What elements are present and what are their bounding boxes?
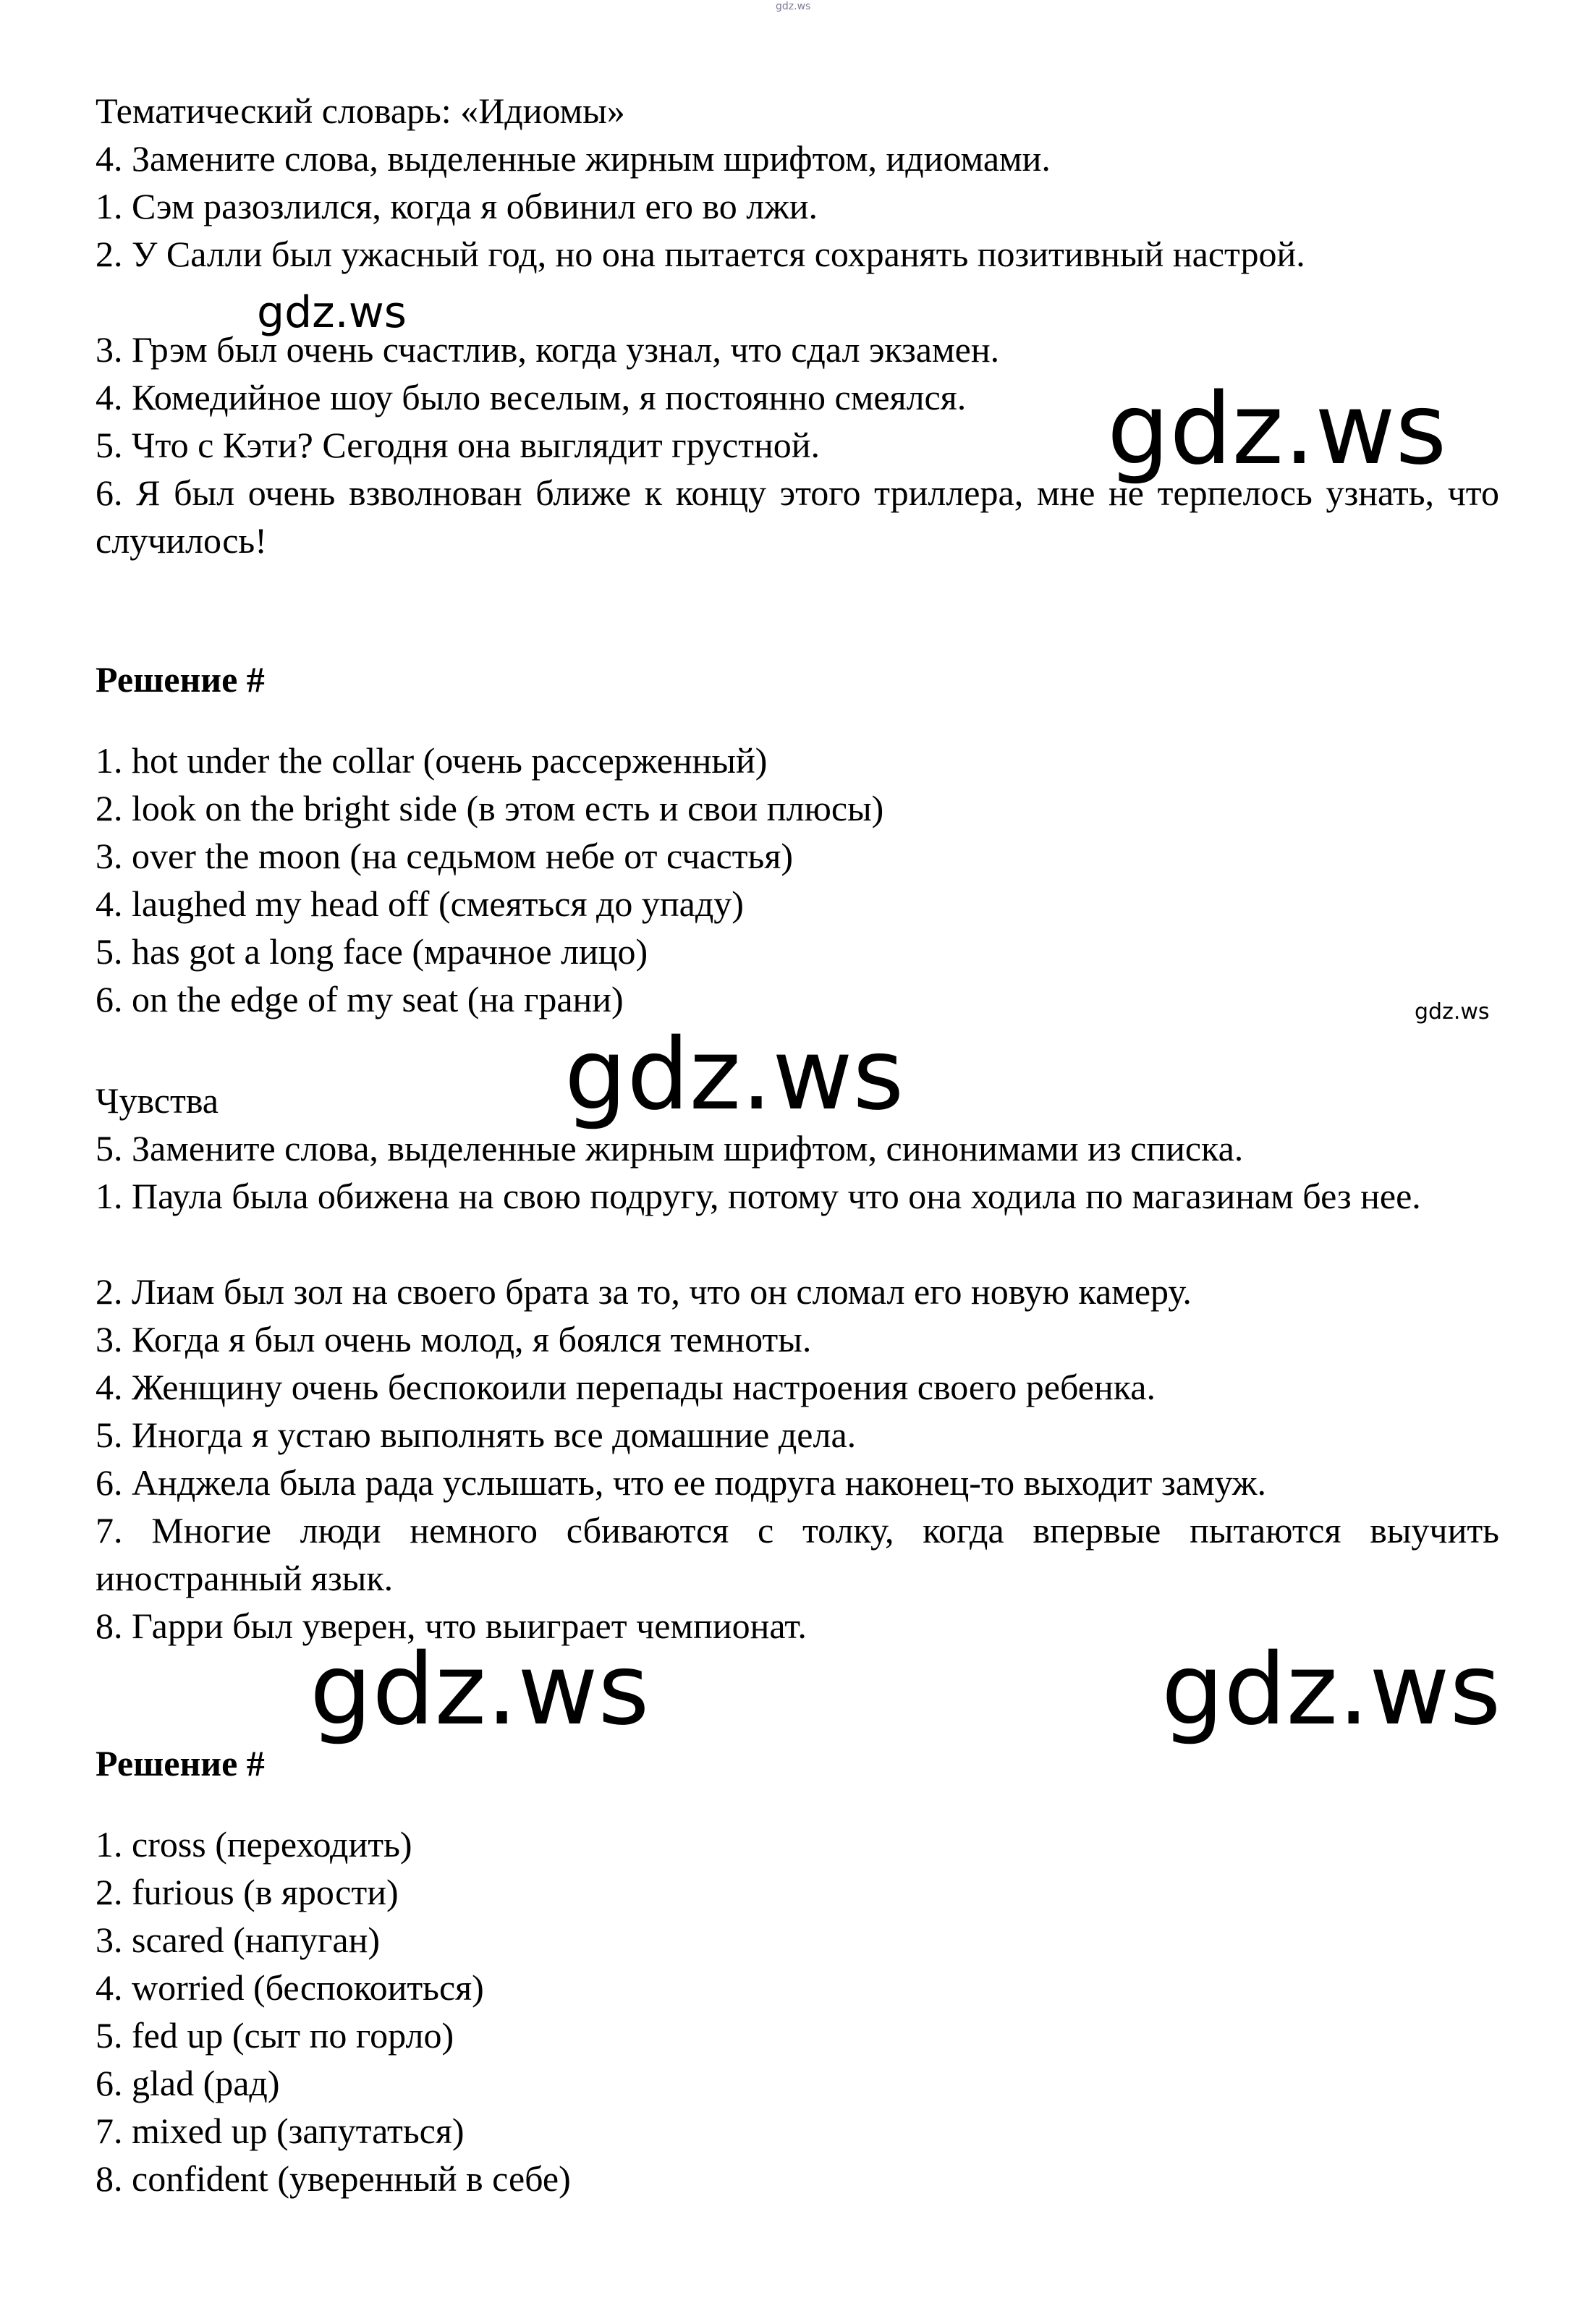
watermark-6: gdz.ws (1161, 1633, 1501, 1747)
section1-item-3: 3. Грэм был очень счастлив, когда узнал, что сдал экзамен. (96, 329, 1000, 370)
solution1-answer-5: 5. has got a long face (мрачное лицо) (96, 931, 648, 972)
section2-item-1: 1. Паула была обижена на свою подругу, потому что она ходила по магазинам без нее. (96, 1176, 1421, 1216)
section2-title: Чувства (96, 1080, 219, 1121)
section1-item-2: 2. У Салли был ужасный год, но она пытается сохранять позитивный настрой. (96, 234, 1305, 274)
solution2-answer-5: 5. fed up (сыт по горло) (96, 2015, 454, 2056)
section2-item-5: 5. Иногда я устаю выполнять все домашние дела. (96, 1415, 857, 1455)
solution2-answer-3: 3. scared (напуган) (96, 1920, 380, 1960)
watermark-1: gdz.ws (257, 287, 407, 338)
section2-item-7: 7. Многие люди немного сбиваются с толку, когда впервые пытаются выучить иностранный язык. (96, 1510, 1499, 1598)
section2-item-2: 2. Лиам был зол на своего брата за то, что он сломал его новую камеру. (96, 1271, 1192, 1312)
watermark-4: gdz.ws (564, 1018, 904, 1132)
solution2-answer-1: 1. cross (переходить) (96, 1824, 412, 1865)
solution1-heading: Решение # (96, 659, 265, 700)
solution1-answer-3: 3. over the moon (на седьмом небе от счастья) (96, 836, 793, 876)
section1-title: Тематический словарь: «Идиомы» (96, 90, 625, 131)
solution2-answer-8: 8. confident (уверенный в себе) (96, 2158, 571, 2199)
solution1-answer-1: 1. hot under the collar (очень рассерженный) (96, 740, 768, 781)
section2-item-4: 4. Женщину очень беспокоили перепады настроения своего ребенка. (96, 1367, 1156, 1407)
watermark-3: gdz.ws (1415, 999, 1490, 1025)
section1-item-5: 5. Что с Кэти? Сегодня она выглядит грустной. (96, 425, 821, 465)
solution2-answer-6: 6. glad (рад) (96, 2063, 280, 2103)
section2-task: 5. Замените слова, выделенные жирным шрифтом, синонимами из списка. (96, 1128, 1244, 1169)
solution2-answer-7: 7. mixed up (запутаться) (96, 2111, 465, 2151)
section2-item-6: 6. Анджела была рада услышать, что ее подруга наконец-то выходит замуж. (96, 1462, 1266, 1503)
section1-item-4: 4. Комедийное шоу было веселым, я постоянно смеялся. (96, 377, 967, 417)
solution1-answer-4: 4. laughed my head off (смеяться до упаду) (96, 883, 744, 924)
solution2-answer-4: 4. worried (беспокоиться) (96, 1967, 484, 2008)
solution2-answer-2: 2. furious (в ярости) (96, 1872, 399, 1912)
section1-task: 4. Замените слова, выделенные жирным шрифтом, идиомами. (96, 138, 1051, 179)
section1-item-6: 6. Я был очень взволнован ближе к концу этого триллера, мне не терпелось узнать, что случилось! (96, 472, 1499, 561)
section2-item-3: 3. Когда я был очень молод, я боялся темноты. (96, 1319, 812, 1360)
solution1-answer-6: 6. on the edge of my seat (на грани) (96, 979, 624, 1019)
watermark-2: gdz.ws (1107, 373, 1447, 487)
watermark-5: gdz.ws (310, 1633, 650, 1747)
section1-item-1: 1. Сэм разозлился, когда я обвинил его во лжи. (96, 186, 818, 226)
section2-item-8: 8. Гарри был уверен, что выиграет чемпионат. (96, 1606, 807, 1646)
solution1-answer-2: 2. look on the bright side (в этом есть и свои плюсы) (96, 788, 884, 828)
header-watermark: gdz.ws (776, 1, 811, 12)
solution2-heading: Решение # (96, 1743, 265, 1784)
